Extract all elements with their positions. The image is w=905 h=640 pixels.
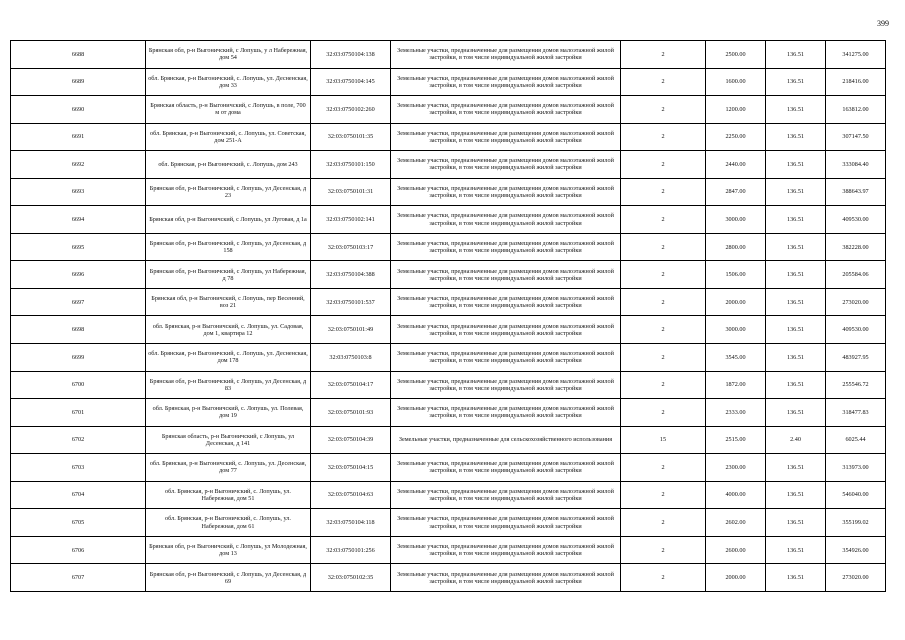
cadastral-value-cell: 6025.44	[826, 426, 886, 454]
address-cell: Брянская область, р-н Выгоничский, с Лопушь, ул Десенская, д 141	[146, 426, 311, 454]
row-number: 6696	[11, 261, 146, 289]
row-number: 6688	[11, 41, 146, 69]
group-number-cell: 2	[621, 206, 706, 234]
address-cell: обл. Брянская, р-н Выгоничский, с. Лопушь, ул. Десненская, дом 33	[146, 68, 311, 96]
row-number: 6704	[11, 481, 146, 509]
table-row	[11, 233, 886, 261]
cadastral-value-cell: 255546.72	[826, 371, 886, 399]
address-cell: обл. Брянская, р-н Выгоничский, с. Лопушь, ул. Полевая, дом 19	[146, 399, 311, 427]
address-cell: Брянская обл, р-н Выгоничский, с Лопушь, у л Набережная, дом 54	[146, 41, 311, 69]
cadastral-value-cell: 382228.00	[826, 233, 886, 261]
row-number: 6694	[11, 206, 146, 234]
address-cell: обл. Брянская, р-н Выгоничский, с. Лопушь, ул. Советская, дом 251-А	[146, 123, 311, 151]
cadastral-number-cell: 32:03:0750104:138	[311, 41, 391, 69]
cadastral-value-cell: 273020.00	[826, 288, 886, 316]
cadastral-value-cell: 333084.40	[826, 151, 886, 179]
cadastral-number-cell: 32:03:0750104:63	[311, 481, 391, 509]
land-use-cell: Земельные участки, предназначенные для размещения домов малоэтажной жилой застройки, в том числе индивидуальной жилой застройки	[391, 151, 621, 179]
cadastral-number-cell: 32:03:0750101:35	[311, 123, 391, 151]
land-use-cell: Земельные участки, предназначенные для размещения домов малоэтажной жилой застройки, в том числе индивидуальной жилой застройки	[391, 481, 621, 509]
group-number-cell: 2	[621, 371, 706, 399]
cadastral-number-cell: 32:03:0750104:145	[311, 68, 391, 96]
table-row	[11, 123, 886, 151]
group-number-cell: 2	[621, 399, 706, 427]
land-use-cell: Земельные участки, предназначенные для размещения домов малоэтажной жилой застройки, в том числе индивидуальной жилой застройки	[391, 509, 621, 537]
row-number: 6700	[11, 371, 146, 399]
group-number-cell: 2	[621, 316, 706, 344]
specific-value-cell: 136.51	[766, 41, 826, 69]
group-number-cell: 2	[621, 96, 706, 124]
area-cell: 2500.00	[706, 41, 766, 69]
group-number-cell: 2	[621, 454, 706, 482]
cadastral-value-cell: 313973.00	[826, 454, 886, 482]
specific-value-cell: 136.51	[766, 68, 826, 96]
area-cell: 2600.00	[706, 536, 766, 564]
area-cell: 2440.00	[706, 151, 766, 179]
specific-value-cell: 136.51	[766, 399, 826, 427]
area-cell: 3000.00	[706, 316, 766, 344]
table-row	[11, 344, 886, 372]
area-cell: 2515.00	[706, 426, 766, 454]
area-cell: 3000.00	[706, 206, 766, 234]
table-row	[11, 536, 886, 564]
table-row	[11, 316, 886, 344]
land-use-cell: Земельные участки, предназначенные для размещения домов малоэтажной жилой застройки, в том числе индивидуальной жилой застройки	[391, 233, 621, 261]
land-use-cell: Земельные участки, предназначенные для размещения домов малоэтажной жилой застройки, в том числе индивидуальной жилой застройки	[391, 344, 621, 372]
row-number: 6703	[11, 454, 146, 482]
cadastral-number-cell: 32:03:0750101:150	[311, 151, 391, 179]
area-cell: 2800.00	[706, 233, 766, 261]
cadastral-value-cell: 341275.00	[826, 41, 886, 69]
group-number-cell: 2	[621, 233, 706, 261]
table-row	[11, 371, 886, 399]
address-cell: Брянская обл, р-н Выгоничский, с Лопушь, ул Десенская, д 69	[146, 564, 311, 592]
row-number: 6693	[11, 178, 146, 206]
group-number-cell: 2	[621, 41, 706, 69]
land-use-cell: Земельные участки, предназначенные для размещения домов малоэтажной жилой застройки, в том числе индивидуальной жилой застройки	[391, 536, 621, 564]
area-cell: 1506.00	[706, 261, 766, 289]
land-use-cell: Земельные участки, предназначенные для сельскохозяйственного использования	[391, 426, 621, 454]
area-cell: 1600.00	[706, 68, 766, 96]
cadastral-number-cell: 32:03:0750102:141	[311, 206, 391, 234]
land-use-cell: Земельные участки, предназначенные для размещения домов малоэтажной жилой застройки, в том числе индивидуальной жилой застройки	[391, 123, 621, 151]
address-cell: Брянская обл, р-н Выгоничский, с Лопушь, ул Набережная, д 78	[146, 261, 311, 289]
area-cell: 2333.00	[706, 399, 766, 427]
land-use-cell: Земельные участки, предназначенные для размещения домов малоэтажной жилой застройки, в том числе индивидуальной жилой застройки	[391, 288, 621, 316]
cadastral-number-cell: 32:03:0750104:39	[311, 426, 391, 454]
row-number: 6705	[11, 509, 146, 537]
cadastral-value-cell: 409530.00	[826, 206, 886, 234]
specific-value-cell: 136.51	[766, 509, 826, 537]
cadastral-number-cell: 32:03:0750104:17	[311, 371, 391, 399]
area-cell: 2250.00	[706, 123, 766, 151]
group-number-cell: 2	[621, 344, 706, 372]
group-number-cell: 2	[621, 151, 706, 179]
area-cell: 2300.00	[706, 454, 766, 482]
land-use-cell: Земельные участки, предназначенные для размещения домов малоэтажной жилой застройки, в том числе индивидуальной жилой застройки	[391, 41, 621, 69]
group-number-cell: 2	[621, 178, 706, 206]
table-row	[11, 96, 886, 124]
land-use-cell: Земельные участки, предназначенные для размещения домов малоэтажной жилой застройки, в том числе индивидуальной жилой застройки	[391, 399, 621, 427]
specific-value-cell: 136.51	[766, 151, 826, 179]
table-row	[11, 41, 886, 69]
table-row	[11, 481, 886, 509]
specific-value-cell: 136.51	[766, 316, 826, 344]
row-number: 6699	[11, 344, 146, 372]
table-row	[11, 399, 886, 427]
land-use-cell: Земельные участки, предназначенные для размещения домов малоэтажной жилой застройки, в том числе индивидуальной жилой застройки	[391, 564, 621, 592]
cadastral-number-cell: 32:03:0750103:8	[311, 344, 391, 372]
specific-value-cell: 136.51	[766, 288, 826, 316]
address-cell: обл. Брянская, р-н Выгоничский, с. Лопушь, дом 243	[146, 151, 311, 179]
group-number-cell: 15	[621, 426, 706, 454]
table-row	[11, 68, 886, 96]
group-number-cell: 2	[621, 536, 706, 564]
specific-value-cell: 136.51	[766, 206, 826, 234]
table-row	[11, 206, 886, 234]
group-number-cell: 2	[621, 261, 706, 289]
row-number: 6690	[11, 96, 146, 124]
table-row	[11, 564, 886, 592]
cadastral-value-table	[10, 40, 886, 592]
table-row	[11, 288, 886, 316]
address-cell: обл. Брянская, р-н Выгоничский, с. Лопушь, ул. Десенская, дом 77	[146, 454, 311, 482]
cadastral-number-cell: 32:03:0750102:35	[311, 564, 391, 592]
cadastral-number-cell: 32:03:0750103:17	[311, 233, 391, 261]
specific-value-cell: 136.51	[766, 454, 826, 482]
address-cell: Брянская обл, р-н Выгоничский, с Лопушь, ул Десенская, д 158	[146, 233, 311, 261]
land-use-cell: Земельные участки, предназначенные для размещения домов малоэтажной жилой застройки, в том числе индивидуальной жилой застройки	[391, 316, 621, 344]
area-cell: 2602.00	[706, 509, 766, 537]
cadastral-value-cell: 354926.00	[826, 536, 886, 564]
row-number: 6691	[11, 123, 146, 151]
area-cell: 1872.00	[706, 371, 766, 399]
cadastral-value-cell: 409530.00	[826, 316, 886, 344]
land-use-cell: Земельные участки, предназначенные для размещения домов малоэтажной жилой застройки, в том числе индивидуальной жилой застройки	[391, 371, 621, 399]
area-cell: 4000.00	[706, 481, 766, 509]
specific-value-cell: 136.51	[766, 123, 826, 151]
row-number: 6702	[11, 426, 146, 454]
cadastral-number-cell: 32:03:0750101:93	[311, 399, 391, 427]
area-cell: 2000.00	[706, 288, 766, 316]
specific-value-cell: 136.51	[766, 178, 826, 206]
row-number: 6689	[11, 68, 146, 96]
specific-value-cell: 136.51	[766, 261, 826, 289]
address-cell: Брянская обл, р-н Выгоничский, с Лопушь, ул Луговая, д 1а	[146, 206, 311, 234]
row-number: 6701	[11, 399, 146, 427]
row-number: 6707	[11, 564, 146, 592]
table-row	[11, 454, 886, 482]
cadastral-value-cell: 273020.00	[826, 564, 886, 592]
cadastral-value-cell: 218416.00	[826, 68, 886, 96]
area-cell: 1200.00	[706, 96, 766, 124]
cadastral-number-cell: 32:03:0750104:118	[311, 509, 391, 537]
address-cell: Брянская обл, р-н Выгоничский, с Лопушь, пер Весенний, вoз 21	[146, 288, 311, 316]
address-cell: обл. Брянская, р-н Выгоничский, с. Лопушь, ул. Набережная, дом 61	[146, 509, 311, 537]
group-number-cell: 2	[621, 288, 706, 316]
table-row	[11, 151, 886, 179]
table-row	[11, 426, 886, 454]
row-number: 6695	[11, 233, 146, 261]
table-row	[11, 261, 886, 289]
address-cell: Брянская обл, р-н Выгоничский, с Лопушь, ул Десенская, д 83	[146, 371, 311, 399]
cadastral-number-cell: 32:03:0750104:388	[311, 261, 391, 289]
cadastral-number-cell: 32:03:0750101:49	[311, 316, 391, 344]
group-number-cell: 2	[621, 123, 706, 151]
row-number: 6697	[11, 288, 146, 316]
group-number-cell: 2	[621, 509, 706, 537]
address-cell: обл. Брянская, р-н Выгоничский, с. Лопушь, ул. Набережная, дом 51	[146, 481, 311, 509]
cadastral-value-cell: 546040.00	[826, 481, 886, 509]
cadastral-value-cell: 318477.83	[826, 399, 886, 427]
land-use-cell: Земельные участки, предназначенные для размещения домов малоэтажной жилой застройки, в том числе индивидуальной жилой застройки	[391, 454, 621, 482]
address-cell: Брянская обл, р-н Выгоничский, с Лопушь, ул Молодежная, дом 13	[146, 536, 311, 564]
land-use-cell: Земельные участки, предназначенные для размещения домов малоэтажной жилой застройки, в том числе индивидуальной жилой застройки	[391, 68, 621, 96]
area-cell: 2847.00	[706, 178, 766, 206]
specific-value-cell: 136.51	[766, 564, 826, 592]
cadastral-value-cell: 205584.06	[826, 261, 886, 289]
cadastral-value-cell: 307147.50	[826, 123, 886, 151]
address-cell: обл. Брянская, р-н Выгоничский, с. Лопушь, ул. Садовая, дом 1, квартира 12	[146, 316, 311, 344]
group-number-cell: 2	[621, 68, 706, 96]
group-number-cell: 2	[621, 564, 706, 592]
specific-value-cell: 136.51	[766, 481, 826, 509]
group-number-cell: 2	[621, 481, 706, 509]
cadastral-value-cell: 388643.97	[826, 178, 886, 206]
cadastral-number-cell: 32:03:0750101:256	[311, 536, 391, 564]
specific-value-cell: 136.51	[766, 96, 826, 124]
table-row	[11, 178, 886, 206]
row-number: 6698	[11, 316, 146, 344]
table-row	[11, 509, 886, 537]
address-cell: обл. Брянская, р-н Выгоничский, с. Лопушь, ул. Десненская, дом 178	[146, 344, 311, 372]
specific-value-cell: 136.51	[766, 344, 826, 372]
specific-value-cell: 136.51	[766, 536, 826, 564]
cadastral-number-cell: 32:03:0750101:31	[311, 178, 391, 206]
area-cell: 2000.00	[706, 564, 766, 592]
row-number: 6706	[11, 536, 146, 564]
specific-value-cell: 136.51	[766, 371, 826, 399]
cadastral-value-cell: 483927.95	[826, 344, 886, 372]
address-cell: Брянская область, р-н Выгоничский, с Лопушь, в поле, 700 м от домa	[146, 96, 311, 124]
address-cell: Брянская обл, р-н Выгоничский, с Лопушь, ул Десенская, д 23	[146, 178, 311, 206]
cadastral-value-cell: 355199.02	[826, 509, 886, 537]
cadastral-value-cell: 163812.00	[826, 96, 886, 124]
land-use-cell: Земельные участки, предназначенные для размещения домов малоэтажной жилой застройки, в том числе индивидуальной жилой застройки	[391, 261, 621, 289]
land-use-cell: Земельные участки, предназначенные для размещения домов малоэтажной жилой застройки, в том числе индивидуальной жилой застройки	[391, 206, 621, 234]
land-use-cell: Земельные участки, предназначенные для размещения домов малоэтажной жилой застройки, в том числе индивидуальной жилой застройки	[391, 96, 621, 124]
cadastral-number-cell: 32:03:0750102:260	[311, 96, 391, 124]
page-number: 399	[877, 19, 889, 28]
cadastral-number-cell: 32:03:0750104:15	[311, 454, 391, 482]
land-use-cell: Земельные участки, предназначенные для размещения домов малоэтажной жилой застройки, в том числе индивидуальной жилой застройки	[391, 178, 621, 206]
area-cell: 3545.00	[706, 344, 766, 372]
specific-value-cell: 136.51	[766, 233, 826, 261]
row-number: 6692	[11, 151, 146, 179]
specific-value-cell: 2.40	[766, 426, 826, 454]
cadastral-number-cell: 32:03:0750101:537	[311, 288, 391, 316]
